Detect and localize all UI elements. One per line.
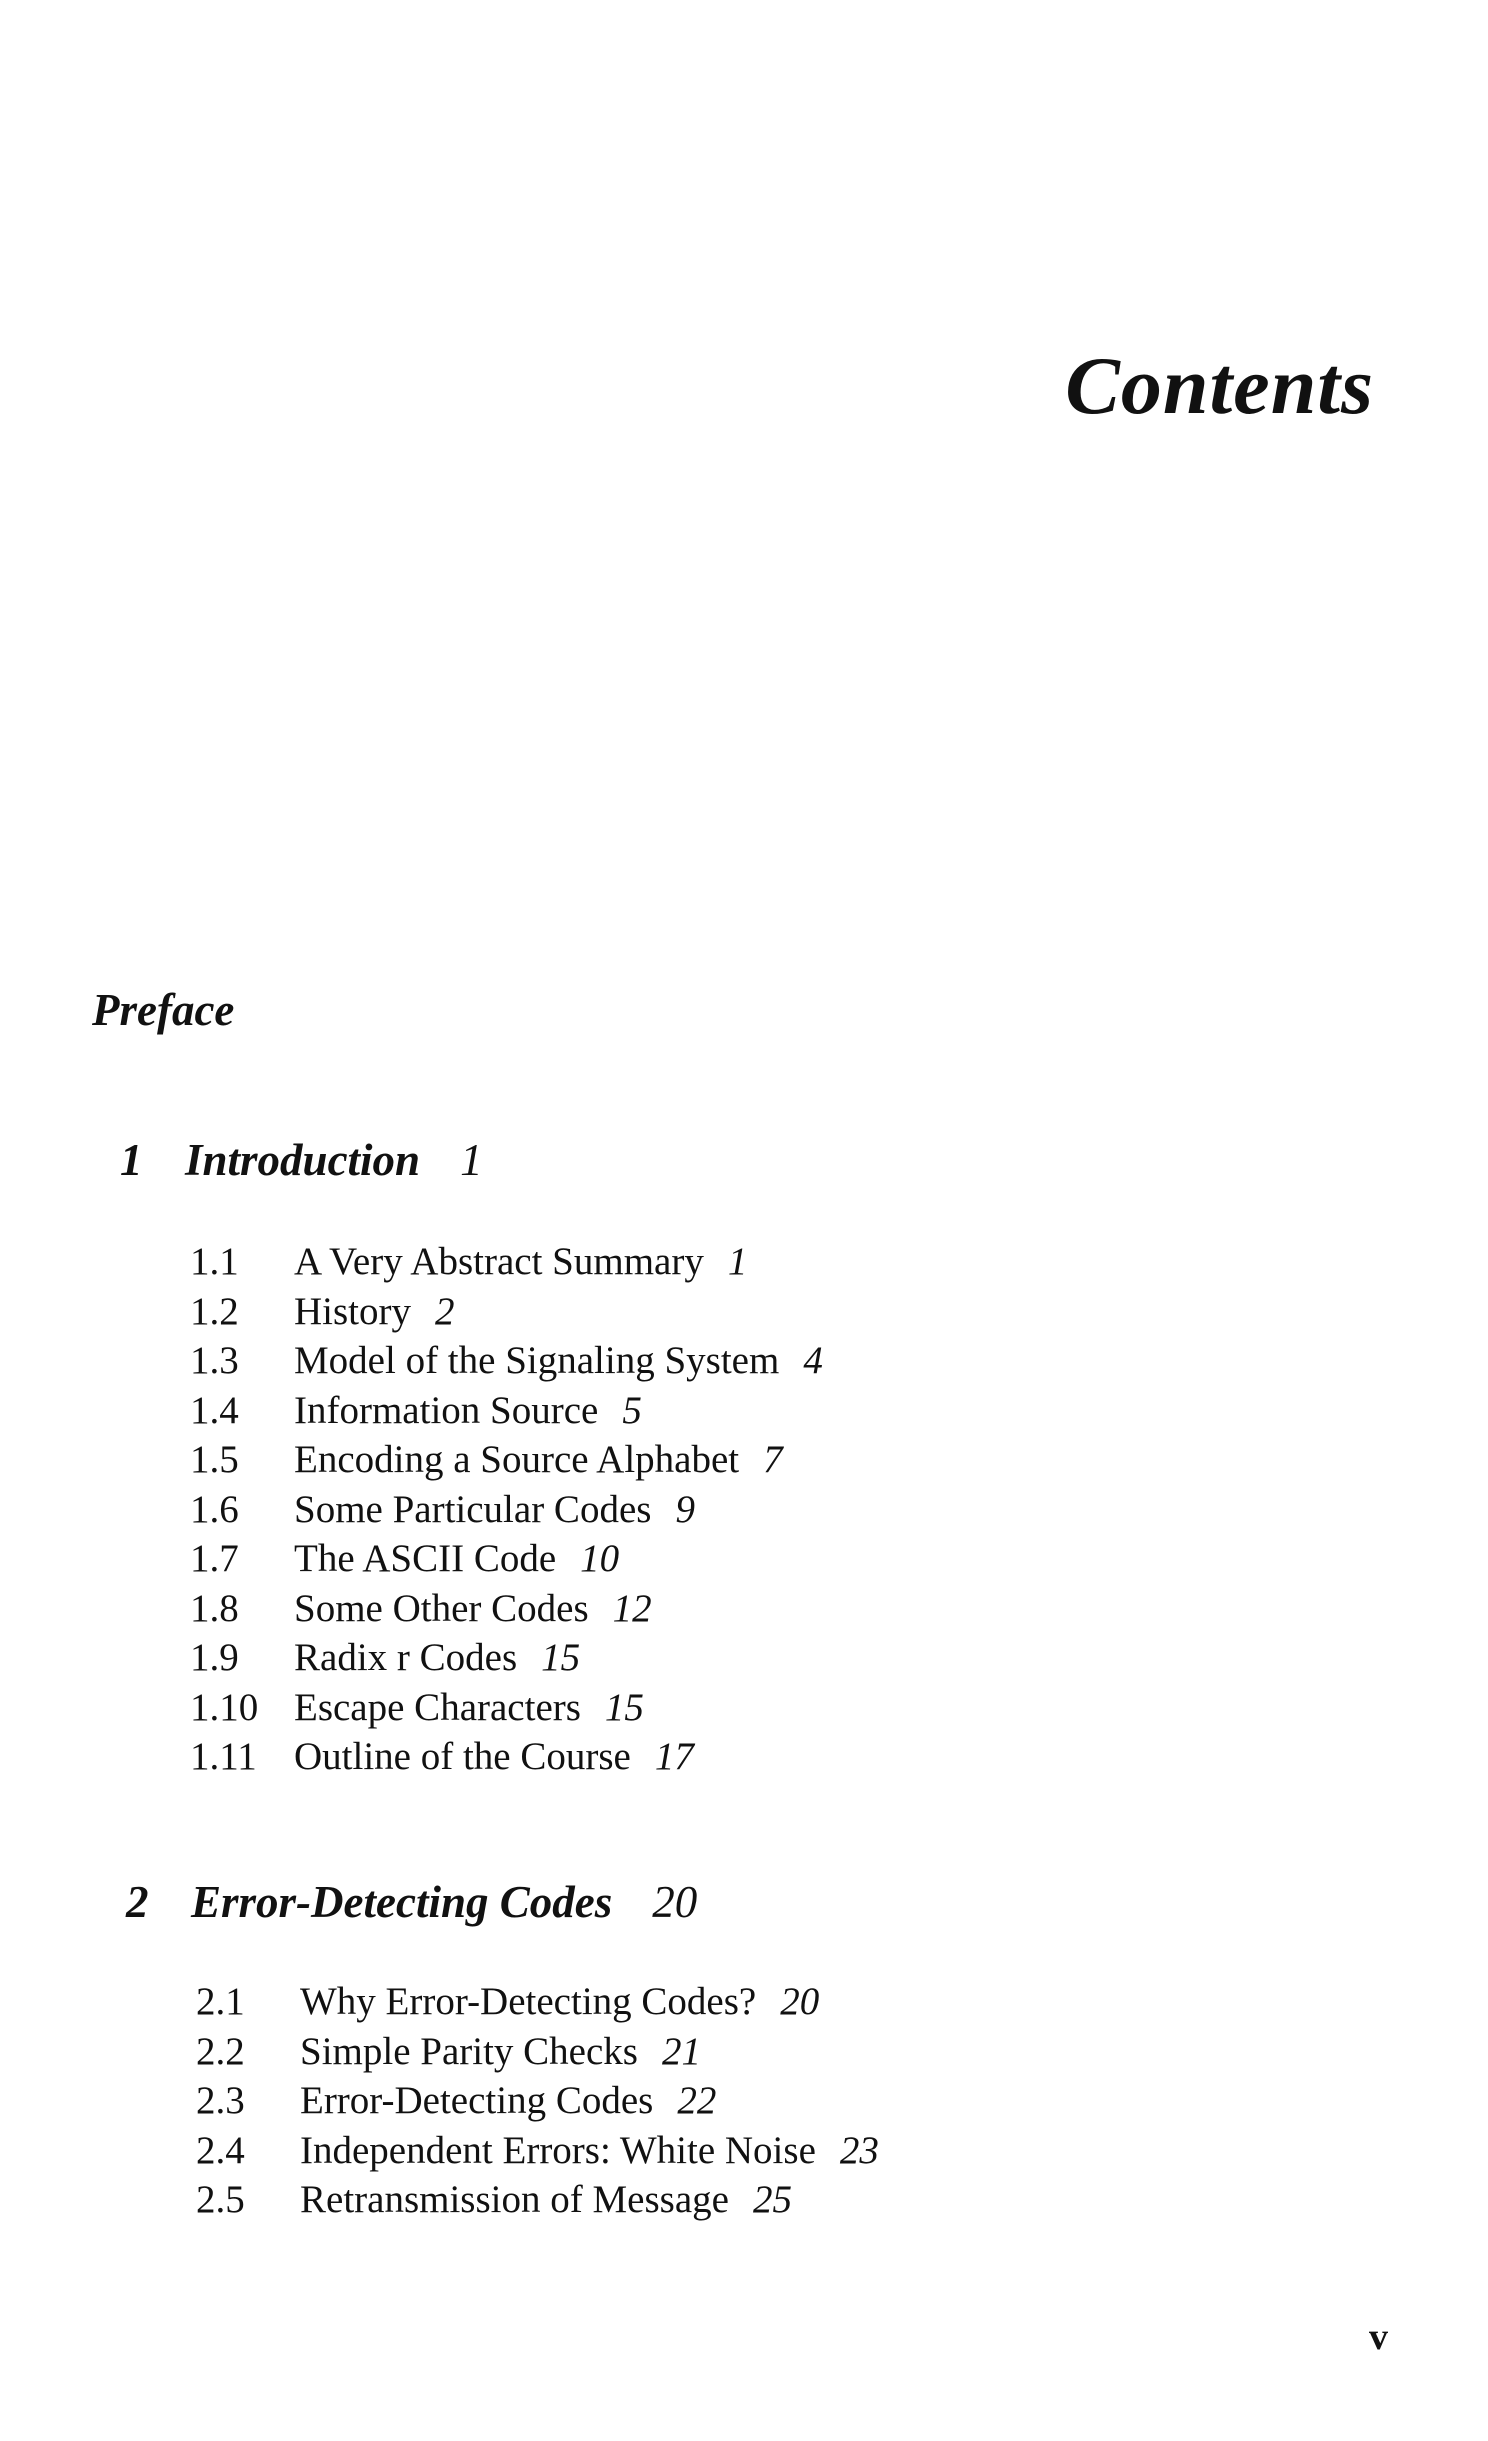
section-number: 1.8	[190, 1586, 239, 1630]
section-number: 1.6	[190, 1487, 239, 1531]
section-entry	[196, 1977, 879, 2027]
section-title: Retransmission of Message	[300, 2178, 729, 2221]
section-number: 1.1	[190, 1240, 239, 1283]
page-title: Contents	[1065, 340, 1374, 431]
section-title: Error-Detecting Codes	[300, 2079, 654, 2122]
section-list	[196, 1977, 879, 2225]
section-list	[190, 1237, 823, 1782]
section-entry	[190, 1237, 823, 1287]
section-entry	[196, 2175, 879, 2225]
chapter-title: Error-Detecting Codes	[191, 1877, 613, 1927]
section-title: Radix r Codes	[294, 1636, 518, 1679]
section-number: 1.11	[190, 1735, 257, 1778]
section-number: 1.3	[190, 1339, 239, 1382]
section-title: Encoding a Source Alphabet	[294, 1438, 740, 1481]
section-page: 7	[763, 1438, 783, 1481]
section-page: 10	[580, 1537, 620, 1580]
section-title: Why Error-Detecting Codes?	[300, 1980, 757, 2023]
section-entry	[190, 1683, 823, 1733]
chapter-number: 2	[126, 1877, 149, 1927]
section-entry	[190, 1534, 823, 1584]
section-entry	[190, 1386, 823, 1436]
section-number: 1.10	[190, 1685, 259, 1729]
section-page: 23	[839, 2128, 879, 2172]
section-title: A Very Abstract Summary	[294, 1240, 704, 1283]
section-title: History	[294, 1289, 411, 1333]
section-title: Escape Characters	[294, 1685, 581, 1729]
chapter-page: 1	[460, 1135, 483, 1185]
section-entry	[190, 1485, 823, 1535]
section-title: Simple Parity Checks	[300, 2029, 638, 2073]
section-page: 25	[752, 2178, 792, 2221]
section-title: Outline of the Course	[294, 1735, 631, 1778]
preface-heading: Preface	[92, 985, 235, 1035]
section-number: 1.9	[190, 1636, 239, 1679]
section-entry	[190, 1732, 823, 1782]
section-title: Some Particular Codes	[294, 1487, 652, 1531]
chapter-title: Introduction	[185, 1135, 421, 1185]
chapter-heading	[120, 1135, 483, 1185]
section-number: 1.4	[190, 1388, 239, 1432]
section-entry	[190, 1584, 823, 1634]
section-page: 1	[727, 1240, 748, 1283]
section-number: 1.7	[190, 1537, 239, 1580]
section-page: 21	[661, 2029, 701, 2073]
section-title: The ASCII Code	[294, 1537, 557, 1580]
section-page: 5	[622, 1388, 642, 1432]
section-entry	[190, 1435, 823, 1485]
section-entry	[196, 2076, 879, 2126]
chapter-page: 20	[652, 1877, 698, 1927]
section-entry	[196, 2126, 879, 2176]
section-page: 9	[675, 1487, 695, 1531]
section-page: 15	[541, 1636, 581, 1679]
section-title: Some Other Codes	[294, 1586, 589, 1630]
section-number: 2.4	[196, 2128, 245, 2172]
section-entry	[190, 1287, 823, 1337]
section-page: 2	[435, 1289, 455, 1333]
section-title: Model of the Signaling System	[294, 1339, 780, 1382]
section-number: 1.2	[190, 1289, 239, 1333]
section-title: Independent Errors: White Noise	[300, 2128, 816, 2172]
section-number: 2.1	[196, 1980, 245, 2023]
section-title: Information Source	[294, 1388, 599, 1432]
section-page: 12	[612, 1586, 652, 1630]
chapter-number: 1	[120, 1135, 143, 1185]
section-page: 20	[780, 1980, 820, 2023]
section-page: 22	[677, 2079, 717, 2122]
section-page: 17	[654, 1735, 694, 1778]
page-number: v	[1369, 2316, 1388, 2358]
section-entry	[196, 2027, 879, 2077]
section-number: 1.5	[190, 1438, 239, 1481]
section-page: 15	[604, 1685, 644, 1729]
section-number: 2.5	[196, 2178, 245, 2221]
section-number: 2.2	[196, 2029, 245, 2073]
section-number: 2.3	[196, 2079, 245, 2122]
chapter-heading	[126, 1877, 698, 1927]
section-entry	[190, 1336, 823, 1386]
section-entry	[190, 1633, 823, 1683]
section-page: 4	[803, 1339, 823, 1382]
